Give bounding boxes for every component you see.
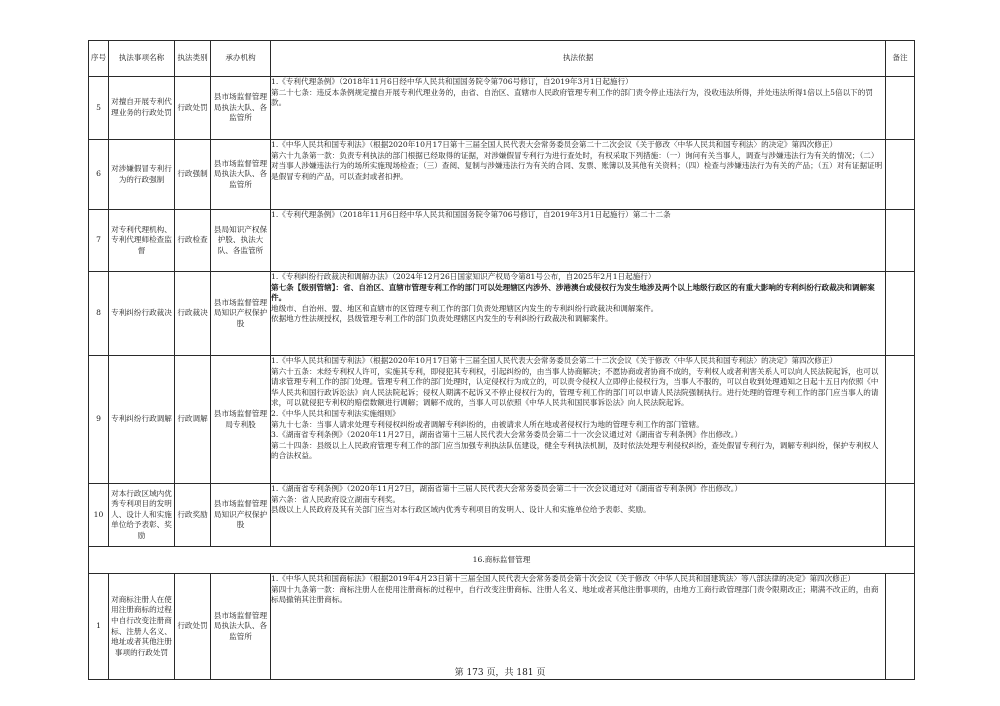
basis-line: 第六十九条第一款：负责专利执法的部门根据已经取得的证据，对涉嫌假冒专利行为进行查处时，有权采取下列措施：（一）询问有关当事人，调查与涉嫌违法行为有关的情况；（二）对当事人涉嫌违法行为的场所实施现场检查；（三）查阅、复制与涉嫌违法行为有关的合同、发票、账簿以及其他有关资料；（四）检查与涉嫌违法行为有关的产品；（五）对有证据证明是假冒专利的产品，可以查封或者扣押。 xyxy=(271,150,883,181)
cell-item: 对擅自开展专利代理业务的行政处罚 xyxy=(109,77,175,140)
cell-basis xyxy=(271,484,886,547)
cell-item: 专利纠纷行政调解 xyxy=(109,356,175,484)
cell-category: 行政裁决 xyxy=(175,272,211,356)
cell-category: 行政检查 xyxy=(175,210,211,272)
basis-line: 2.《中华人民共和国专利法实施细则》 xyxy=(271,408,400,418)
table-row xyxy=(89,574,915,680)
enforcement-table xyxy=(88,40,915,680)
basis-line: 1.《专利纠纷行政裁决和调解办法》（2024年12月26日国家知识产权局令第81号公布，自2025年2月1日起施行） xyxy=(271,272,656,281)
basis-line: 第二十七条：违反本条例规定擅自开展专利代理业务的，由省、自治区、直辖市人民政府管理专利工作的部门责令停止违法行为，没收违法所得，并处违法所得1倍以上5倍以下的罚款。 xyxy=(271,87,873,108)
cell-category: 行政调解 xyxy=(175,356,211,484)
cell-seq: 8 xyxy=(89,272,109,356)
section-title: 16.商标监督管理 xyxy=(89,547,915,574)
section-row xyxy=(89,547,915,574)
basis-line: 第二十四条：县级以上人民政府管理专利工作的部门应当加强专利执法队伍建设，健全专利执法机制，及时依法处理专利侵权纠纷，查处假冒专利行为，调解专利纠纷，保护专利权人的合法权益。 xyxy=(271,440,879,461)
cell-basis xyxy=(271,574,886,680)
table-header-row xyxy=(89,41,915,77)
cell-dept: 县局知识产权保护股、执法大队、各监管所 xyxy=(211,210,271,272)
table-row xyxy=(89,484,915,547)
page-footer: 第 173 页，共 181 页 xyxy=(454,668,546,678)
basis-line: 1.《湖南省专利条例》（2020年11月27日，湖南省第十三届人民代表大会常务委员会第二十一次会议通过对《湖南省专利条例》作出修改。） xyxy=(271,484,743,493)
cell-item: 对商标注册人在使用注册商标的过程中自行改变注册商标、注册人名义、地址或者其他注册事项的行政处罚 xyxy=(109,574,175,680)
cell-category: 行政强制 xyxy=(175,140,211,210)
cell-dept: 县市场监督管理局执法大队、各监管所 xyxy=(211,77,271,140)
cell-dept: 县市场监督管理局知识产权保护股 xyxy=(211,272,271,356)
basis-line: 1.《专利代理条例》（2018年11月6日经中华人民共和国国务院令第706号修订，自2019年3月1日起施行）第二十二条 xyxy=(271,210,671,219)
cell-dept: 县市场监督管理局执法大队、各监管所 xyxy=(211,574,271,680)
cell-seq: 6 xyxy=(89,140,109,210)
table-body-section xyxy=(89,547,915,574)
header-dept: 承办机构 xyxy=(211,41,271,77)
basis-line: 依据地方性法规授权，县级管理专利工作的部门负责处理辖区内发生的专利纠纷行政裁决和调解案件。 xyxy=(271,314,613,324)
cell-note xyxy=(886,210,915,272)
basis-line: 3.《湖南省专利条例》（2020年11月27日，湖南省第十三届人民代表大会常务委员会第二十一次会议通过对《湖南省专利条例》作出修改。） xyxy=(271,430,743,440)
cell-note xyxy=(886,140,915,210)
cell-note xyxy=(886,272,915,356)
header-item: 执法事项名称 xyxy=(109,41,175,77)
basis-line: 第九十七条：当事人请求处理专利侵权纠纷或者调解专利纠纷的，由被请求人所在地或者侵权行为地的管理专利工作的部门管辖。 xyxy=(271,419,704,429)
table-row xyxy=(89,140,915,210)
basis-line: 1.《中华人民共和国专利法》（根据2020年10月17日第十三届全国人民代表大会常务委员会第二十二次会议《关于修改〈中华人民共和国专利法〉的决定》第四次修正） xyxy=(271,140,838,149)
table-row xyxy=(89,272,915,356)
cell-basis xyxy=(271,272,886,356)
cell-note xyxy=(886,77,915,140)
cell-category: 行政处罚 xyxy=(175,77,211,140)
cell-basis xyxy=(271,77,886,140)
cell-item: 对本行政区域内优秀专利项目的发明人、设计人和实施单位给予表彰、奖励 xyxy=(109,484,175,547)
header-seq: 序号 xyxy=(89,41,109,77)
cell-note xyxy=(886,574,915,680)
basis-line: 第四十九条第一款：商标注册人在使用注册商标的过程中，自行改变注册商标、注册人名义、地址或者其他注册事项的，由地方工商行政管理部门责令限期改正；期满不改正的，由商标局撤销其注册商标。 xyxy=(271,584,879,605)
header-basis: 执法依据 xyxy=(271,41,886,77)
header-category: 执法类别 xyxy=(175,41,211,77)
cell-seq: 10 xyxy=(89,484,109,547)
cell-dept: 县市场监督管理局专利股 xyxy=(211,356,271,484)
table-row xyxy=(89,210,915,272)
table-row xyxy=(89,77,915,140)
basis-line: 第六条：省人民政府设立湖南专利奖。 xyxy=(271,494,401,504)
basis-line: 1.《专利代理条例》（2018年11月6日经中华人民共和国国务院令第706号修订，自2019年3月1日起施行） xyxy=(271,77,633,86)
cell-dept: 县市场监督管理局执法大队、各监管所 xyxy=(211,140,271,210)
basis-line: 1.《中华人民共和国商标法》（根据2019年4月23日第十三届全国人民代表大会常务委员会第十次会议《关于修改〈中华人民共和国建筑法〉等八部法律的决定》第四次修正） xyxy=(271,574,856,583)
cell-seq: 7 xyxy=(89,210,109,272)
basis-line: 第七条【级别管辖】：省、自治区、直辖市管理专利工作的部门可以处理辖区内涉外、涉港澳台或侵权行为发生地涉及两个以上地级行政区的有重大影响的专利纠纷行政裁决和调解案件。 xyxy=(271,282,875,303)
header-note: 备注 xyxy=(886,41,915,77)
cell-note xyxy=(886,356,915,484)
table-body-patent xyxy=(89,77,915,547)
cell-seq: 5 xyxy=(89,77,109,140)
cell-basis xyxy=(271,356,886,484)
cell-category: 行政奖励 xyxy=(175,484,211,547)
basis-line: 地级市、自治州、盟、地区和直辖市的区管理专利工作的部门负责处理辖区内发生的专利纠纷行政裁决和调解案件。 xyxy=(271,303,659,313)
cell-category: 行政处罚 xyxy=(175,574,211,680)
cell-dept: 县市场监督管理局知识产权保护股 xyxy=(211,484,271,547)
cell-item: 对专利代理机构、专利代理师检查监督 xyxy=(109,210,175,272)
table-row xyxy=(89,356,915,484)
basis-line: 1.《中华人民共和国专利法》（根据2020年10月17日第十三届全国人民代表大会常务委员会第二十二次会议《关于修改〈中华人民共和国专利法〉的决定》第四次修正） xyxy=(271,356,838,365)
cell-item: 对涉嫌假冒专利行为的行政强制 xyxy=(109,140,175,210)
basis-line: 县级以上人民政府及其有关部门应当对本行政区域内优秀专利项目的发明人、设计人和实施单位给予表彰、奖励。 xyxy=(271,505,651,515)
table-body-trademark xyxy=(89,574,915,680)
cell-basis xyxy=(271,140,886,210)
cell-item: 专利纠纷行政裁决 xyxy=(109,272,175,356)
cell-note xyxy=(886,484,915,547)
basis-line: 第六十五条：未经专利权人许可，实施其专利，即侵犯其专利权，引起纠纷的，由当事人协商解决；不愿协商或者协商不成的，专利权人或者利害关系人可以向人民法院起诉，也可以请求管理专利工作的部门处理。管理专利工作的部门处理时，认定侵权行为成立的，可以责令侵权人立即停止侵权行为，当事人不服的，可以自收到处理通知之日起十五日内依照《中华人民共和国行政诉讼法》向人民法院起诉；侵权人期满不起诉又不停止侵权行为的，管理专利工作的部门可以申请人民法院强制执行。进行处理的管理专利工作的部门应当事人的请求，可以就侵犯专利权的赔偿数额进行调解；调解不成的，当事人可以依照《中华人民共和国民事诉讼法》向人民法院起诉。 xyxy=(271,366,879,408)
cell-basis xyxy=(271,210,886,272)
cell-seq: 9 xyxy=(89,356,109,484)
cell-seq: 1 xyxy=(89,574,109,680)
